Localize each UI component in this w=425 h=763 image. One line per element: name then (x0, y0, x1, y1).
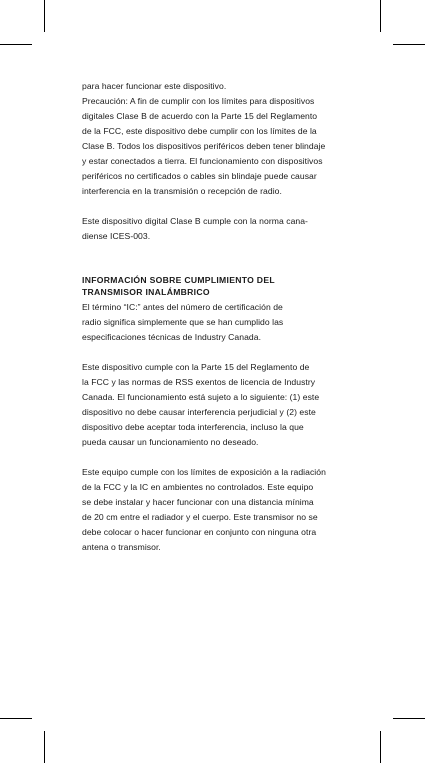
crop-mark-bottom-left-vertical (44, 731, 45, 763)
crop-mark-bottom-right-horizontal (393, 718, 425, 719)
crop-mark-bottom-left-horizontal (0, 718, 32, 719)
fcc-class-b-paragraph: para hacer funcionar este dispositivo. Precaución: A fin de cumplir con los límites para dispositivos digitales Clase B de acuerdo con la Parte 15 del Reglamento de la FCC, este dispositivo debe cumplir con los límites de la Clase B. Todos los dispositivos periféricos deben tener blindaje y estar conectados a tierra. El funcionamiento con dispositivos periféricos no certificados o cables sin blindaje puede causar interferencia en la transmisión o recepción de radio. (82, 81, 326, 196)
crop-mark-top-left-horizontal (0, 44, 32, 45)
crop-mark-top-left-vertical (44, 0, 45, 32)
ic-certification-paragraph: El término “IC:” antes del número de certificación de radio significa simplemente que se han cumplido las especificaciones técnicas de Industry Canada. (82, 302, 284, 342)
crop-mark-bottom-right-vertical (380, 731, 381, 763)
wireless-compliance-heading: INFORMACIÓN SOBRE CUMPLIMIENTO DEL TRANSMISOR INALÁMBRICO (82, 275, 275, 297)
rf-exposure-paragraph: Este equipo cumple con los límites de exposición a la radiación de la FCC y la IC en ambientes no controlados. Este equipo se debe instalar y hacer funcionar con una distancia mínima de 20 cm entre el radiador y el cuerpo. Este transmisor no se debe colocar o hacer funcionar en conjunto con ninguna otra antena o transmisor. (82, 467, 326, 552)
crop-mark-top-right-vertical (380, 0, 381, 32)
crop-mark-top-right-horizontal (393, 44, 425, 45)
part-15-rss-paragraph: Este dispositivo cumple con la Parte 15 del Reglamento de la FCC y las normas de RSS exentos de licencia de Industry Canada. El funcionamiento está sujeto a lo siguiente: (1) este dispositivo no debe causar interferencia perjudicial y (2) este dispositivo debe aceptar toda interferencia, incluso la que pueda causar un funcionamiento no deseado. (82, 362, 320, 447)
document-body (82, 79, 352, 555)
ices-003-paragraph: Este dispositivo digital Clase B cumple con la norma cana- diense ICES-003. (82, 216, 308, 241)
